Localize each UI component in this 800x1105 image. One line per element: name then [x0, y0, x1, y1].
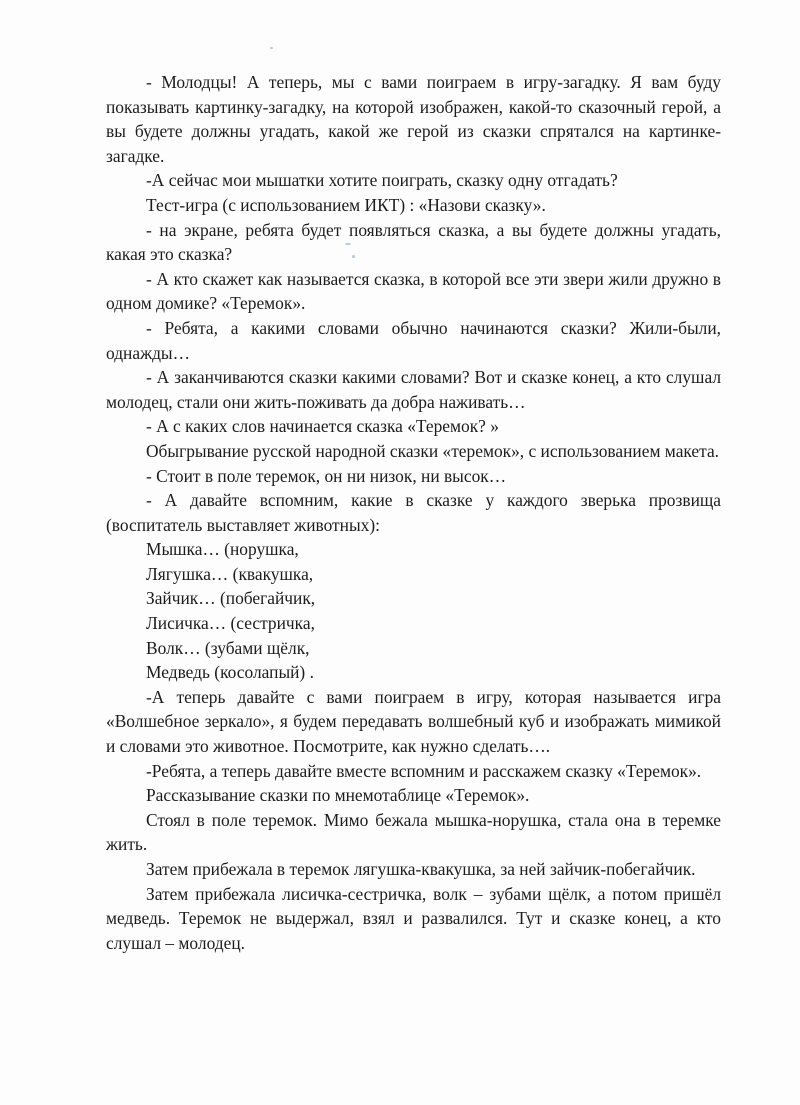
- paragraph: - Стоит в поле теремок, он ни низок, ни высок…: [146, 465, 507, 486]
- paragraph: -А теперь давайте с вами поиграем в игру, которая называется игра «Волшебное зеркало», я будем передавать волшебный куб и изображать мимикой и словами это животное. Посмотрите, как нужно сделать….: [106, 686, 721, 757]
- paragraph: -А сейчас мои мышатки хотите поиграть, сказку одну отгадать?: [146, 170, 618, 191]
- paragraph: Рассказывание сказки по мнемотаблице «Теремок».: [146, 785, 530, 806]
- paragraph: - Ребята, а какими словами обычно начинаются сказки? Жили-были, однажды…: [106, 317, 721, 363]
- animal-nickname-line: Лягушка… (квакушка,: [146, 563, 314, 584]
- animal-nickname-line: Лисичка… (сестричка,: [146, 613, 315, 634]
- document-body: [106, 70, 721, 955]
- scan-speck: [270, 47, 273, 49]
- paragraph: Затем прибежала лисичка-сестричка, волк – зубами щёлк, а потом пришёл медведь. Теремок не выдержал, взял и развалился. Тут и сказке конец, а кто слушал – молодец.: [106, 883, 721, 953]
- paragraph: - А давайте вспомним, какие в сказке у каждого зверька прозвища (воспитатель выставляет животных):: [106, 490, 721, 535]
- paragraph: - А с каких слов начинается сказка «Теремок? »: [146, 416, 499, 437]
- animal-nickname-line: Волк… (зубами щёлк,: [146, 637, 310, 658]
- animal-nickname-line: Медведь (косолапый) .: [146, 662, 314, 683]
- paragraph: -Ребята, а теперь давайте вместе вспомним и расскажем сказку «Теремок».: [146, 760, 702, 781]
- paragraph: Обыгрывание русской народной сказки «теремок», с использованием макета.: [146, 440, 720, 461]
- animal-nickname-line: Зайчик… (побегайчик,: [146, 588, 316, 609]
- paragraph: - А заканчиваются сказки какими словами? Вот и сказке конец, а кто слушал молодец, стали они жить-поживать да добра наживать…: [106, 367, 721, 412]
- paragraph: Затем прибежала в теремок лягушка-квакушка, за ней зайчик-побегайчик.: [146, 859, 696, 879]
- paragraph: - Молодцы! А теперь, мы с вами поиграем в игру-загадку. Я вам буду показывать картинку-загадку, на которой изображен, какой-то сказочный герой, а вы будете должны угадать, какой же герой из сказки спрятался на картинке-загадке.: [106, 72, 721, 166]
- paragraph: Тест-игра (с использованием ИКТ) : «Назови сказку».: [146, 194, 546, 215]
- animal-nickname-line: Мышка… (норушка,: [146, 539, 299, 560]
- paragraph: - А кто скажет как называется сказка, в которой все эти звери жили дружно в одном домике? «Теремок».: [106, 268, 721, 314]
- paragraph: - на экране, ребята будет появляться сказка, а вы будете должны угадать, какая это сказка?: [106, 219, 721, 265]
- paragraph: Стоял в поле теремок. Мимо бежала мышка-норушка, стала она в теремке жить.: [106, 809, 721, 855]
